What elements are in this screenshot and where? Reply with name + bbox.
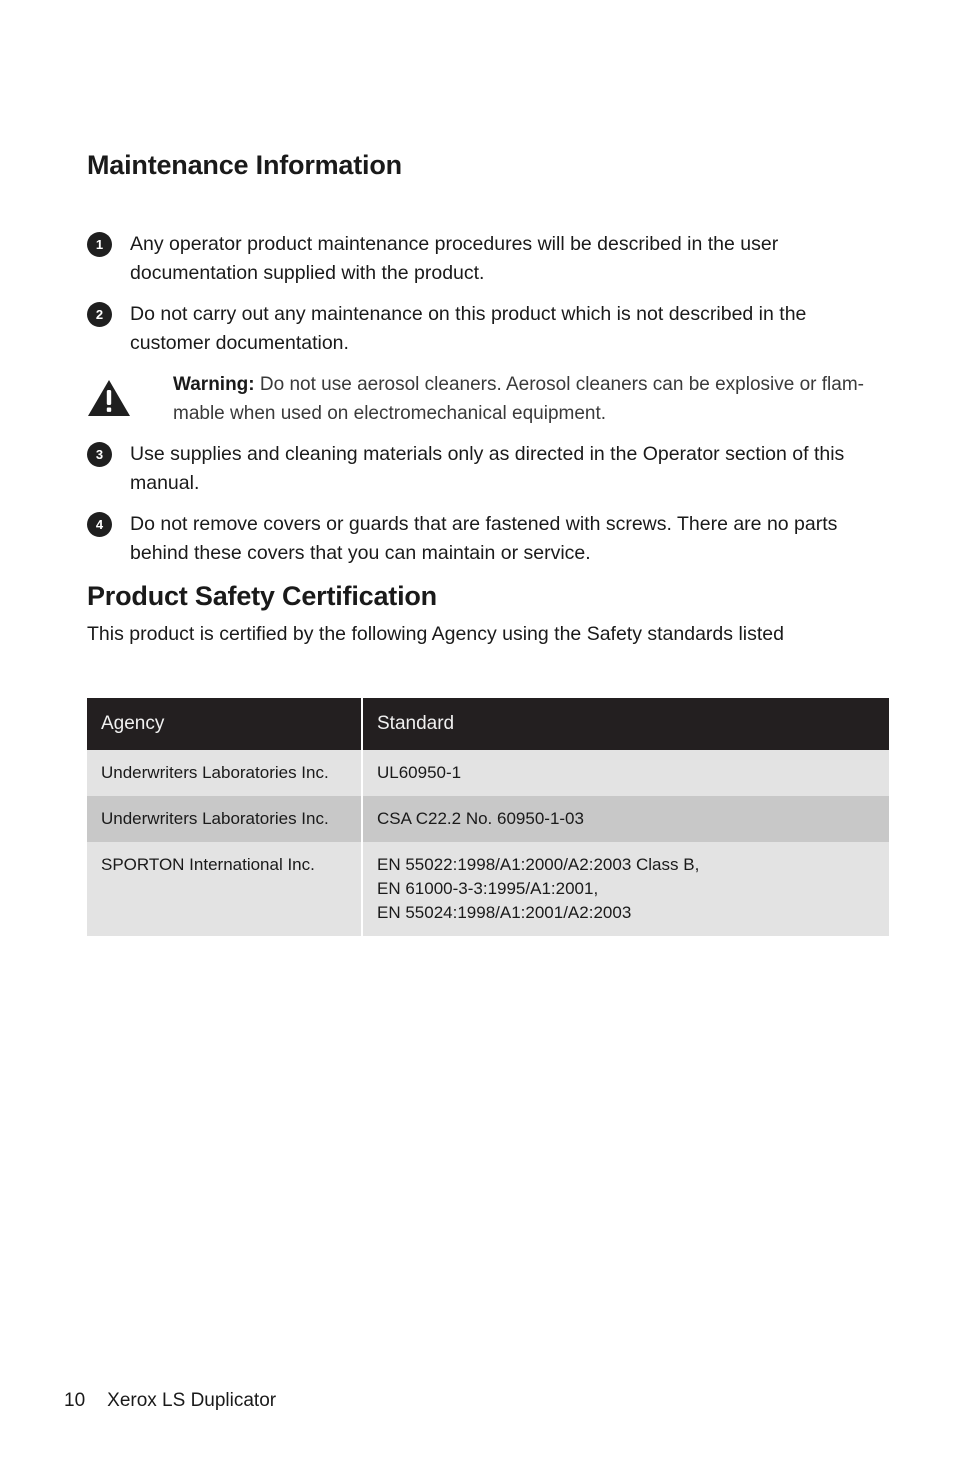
section-title-maintenance: Maintenance Information <box>87 150 402 180</box>
warning-text <box>173 370 887 428</box>
number-3-badge-icon: 3 <box>87 442 112 467</box>
standard-line: EN 55022:1998/A1:2000/A2:2003 Class B, <box>377 855 700 874</box>
column-header-agency: Agency <box>87 698 362 750</box>
standard-cell <box>362 796 889 842</box>
standard-line: EN 61000-3-3:1995/A1:2001, <box>377 879 599 898</box>
footer-product-name: Xerox LS Duplicator <box>107 1390 277 1411</box>
column-header-standard: Standard <box>362 698 889 750</box>
page-number: 10 <box>64 1390 86 1411</box>
certification-table <box>87 698 889 936</box>
page-footer <box>64 1388 276 1414</box>
maintenance-item-text: Do not remove covers or guards that are fastened with screws. There are no parts behind these covers that you can maintain or service. <box>130 513 838 564</box>
section-title-certification: Product Safety Certification <box>87 581 437 611</box>
maintenance-item-text: Any operator product maintenance procedures will be described in the user documentation supplied with the product. <box>130 233 779 284</box>
table-row <box>87 796 889 842</box>
number-1-badge-icon: 1 <box>87 232 112 257</box>
maintenance-item-text: Do not carry out any maintenance on this product which is not described in the customer documentation. <box>130 303 807 354</box>
table-row <box>87 842 889 936</box>
maintenance-item-text: Use supplies and cleaning materials only as directed in the Operator section of this manual. <box>130 443 845 494</box>
standard-cell <box>362 750 889 796</box>
warning-note <box>87 370 887 430</box>
warning-triangle-icon <box>87 378 131 418</box>
standard-line: CSA C22.2 No. 60950-1-03 <box>377 809 584 828</box>
agency-cell: SPORTON International Inc. <box>87 842 362 936</box>
table-header-row <box>87 698 889 750</box>
standard-cell <box>362 842 889 936</box>
warning-label: Warning: <box>173 374 255 395</box>
number-4-badge-icon: 4 <box>87 512 112 537</box>
agency-cell: Underwriters Laboratories Inc. <box>87 750 362 796</box>
standard-line: UL60950-1 <box>377 763 462 782</box>
table-row <box>87 750 889 796</box>
certification-intro: This product is certified by the following Agency using the Safety standards listed <box>87 623 784 645</box>
standard-line: EN 55024:1998/A1:2001/A2:2003 <box>377 903 632 922</box>
number-2-badge-icon: 2 <box>87 302 112 327</box>
agency-cell: Underwriters Laboratories Inc. <box>87 796 362 842</box>
warning-body: Do not use aerosol cleaners. Aerosol cleaners can be explosive or flam-mable when used on electromechanical equipment. <box>173 374 864 424</box>
